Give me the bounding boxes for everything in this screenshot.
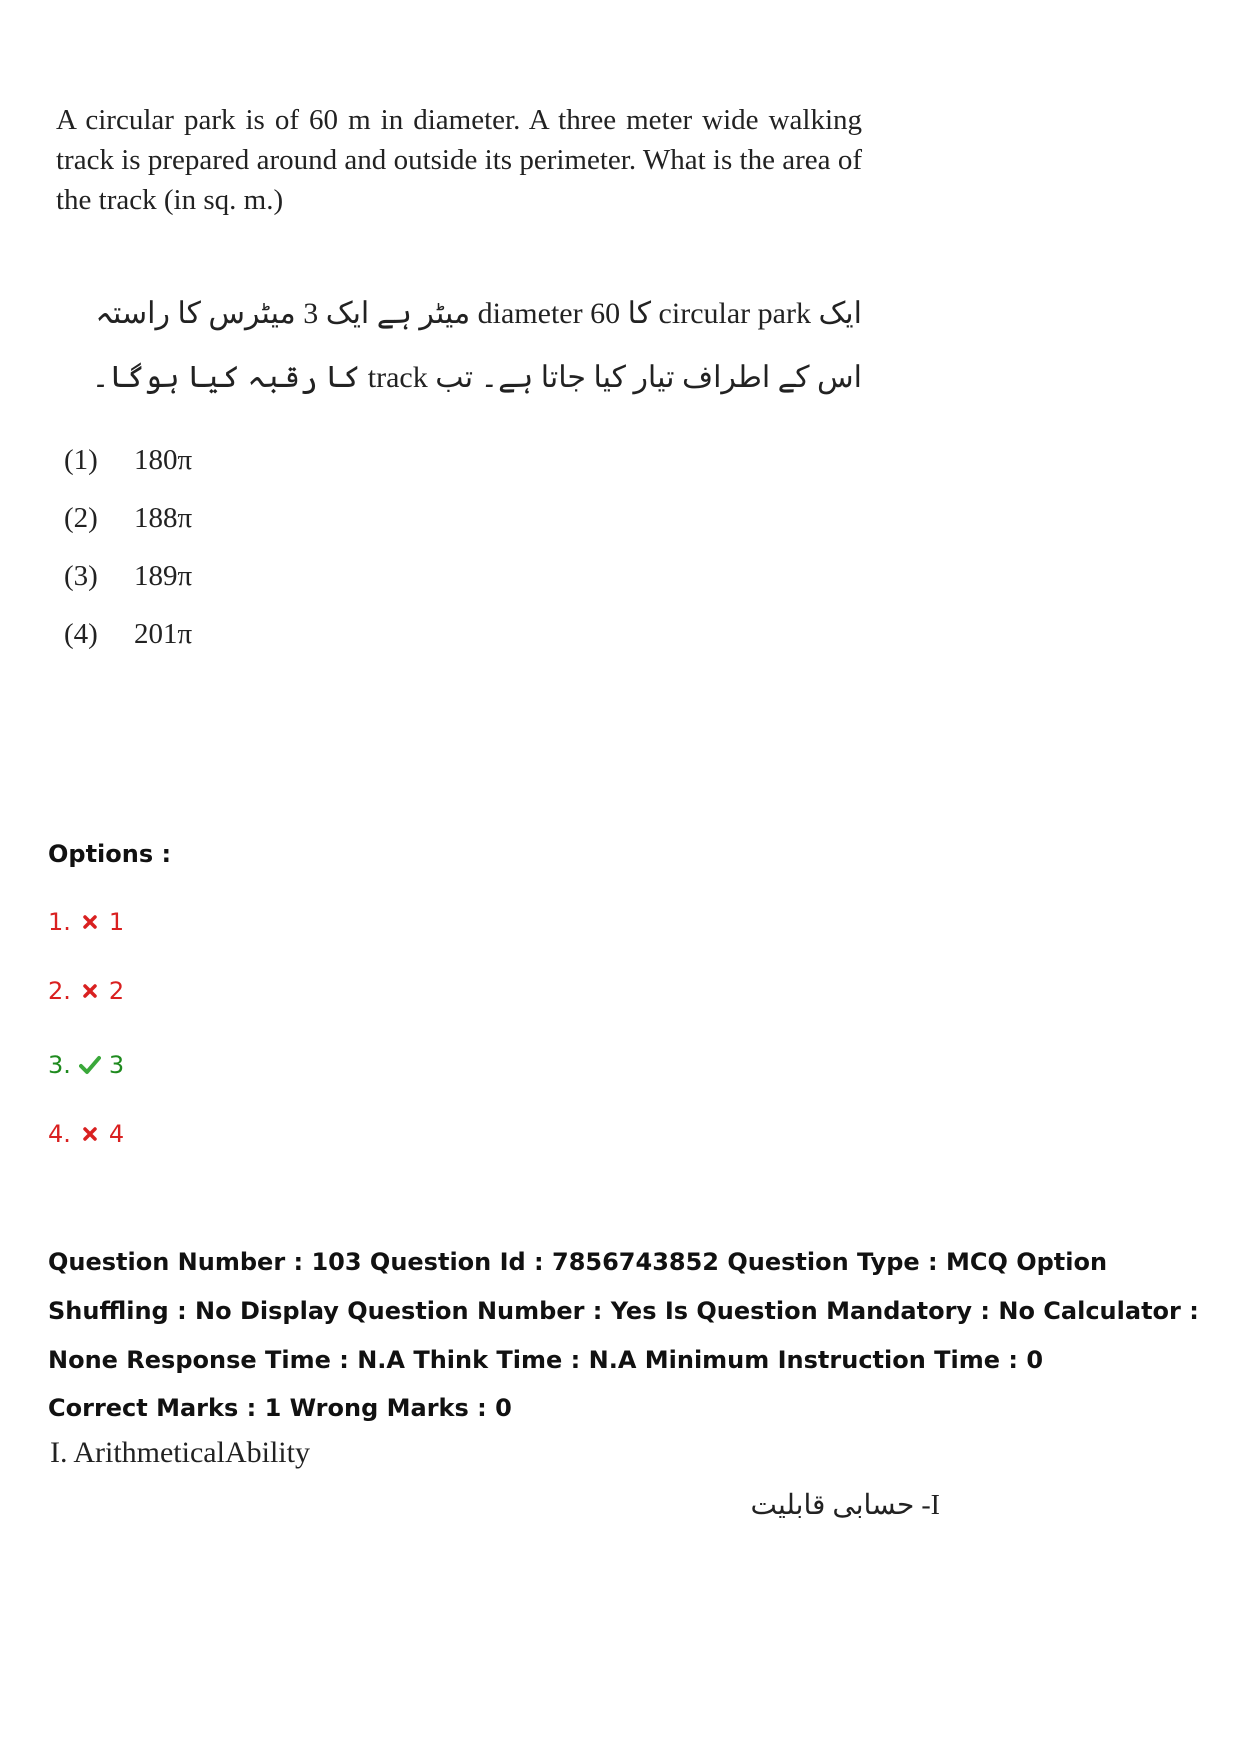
check-icon [79, 1054, 101, 1076]
answer-choice [64, 442, 192, 478]
option-item [48, 976, 124, 1006]
cross-icon [79, 1123, 101, 1145]
option-label: 1 [108, 908, 125, 936]
option-item [48, 1119, 124, 1149]
option-item [48, 907, 124, 937]
answer-choice [64, 500, 192, 536]
option-label: 4 [108, 1120, 125, 1148]
answer-choice-value: 189π [134, 560, 193, 592]
answer-choice-value: 188π [134, 502, 193, 534]
question-text-urdu: ایک circular park کا diameter 60 میٹر ہے ایک 3 میٹرس کا راستہ اس کے اطراف تیار کیا جاتا ہے۔ تب track کا رقبہ کیا ہوگا۔ [91, 297, 862, 394]
section-title-english: I. ArithmeticalAbility [50, 1436, 310, 1469]
option-number: 4. [48, 1120, 71, 1148]
answer-choice-value: 180π [134, 444, 193, 476]
option-number: 1. [48, 908, 71, 936]
answer-choice-number: (3) [64, 560, 98, 592]
answer-choice [64, 616, 192, 652]
answer-choice-value: 201π [134, 618, 193, 650]
cross-icon [79, 980, 101, 1002]
option-label: 2 [108, 977, 125, 1005]
options-heading: Options : [48, 840, 172, 868]
answer-choice-number: (1) [64, 444, 98, 476]
answer-choice [64, 558, 192, 594]
section-title-urdu: I- حسابی قابلیت [750, 1490, 940, 1521]
question-metadata: Question Number : 103 Question Id : 7856743852 Question Type : MCQ Option Shuffling : No Display Question Number : Yes Is Question Mandatory : No Calculator : None Response Time : N.A Think Time : N.A Minimum Instruction Time : 0 [48, 1248, 1199, 1374]
option-number: 2. [48, 977, 71, 1005]
question-text-english: A circular park is of 60 m in diameter. A three meter wide walking track is prepared around and outside its perimeter. What is the area of the track (in sq. m.) [56, 104, 862, 216]
marks-info: Correct Marks : 1 Wrong Marks : 0 [48, 1394, 512, 1422]
cross-icon [79, 911, 101, 933]
answer-choice-number: (2) [64, 502, 98, 534]
option-number: 3. [48, 1051, 71, 1079]
answer-choice-number: (4) [64, 618, 98, 650]
option-item [48, 1050, 124, 1080]
option-label: 3 [108, 1051, 125, 1079]
